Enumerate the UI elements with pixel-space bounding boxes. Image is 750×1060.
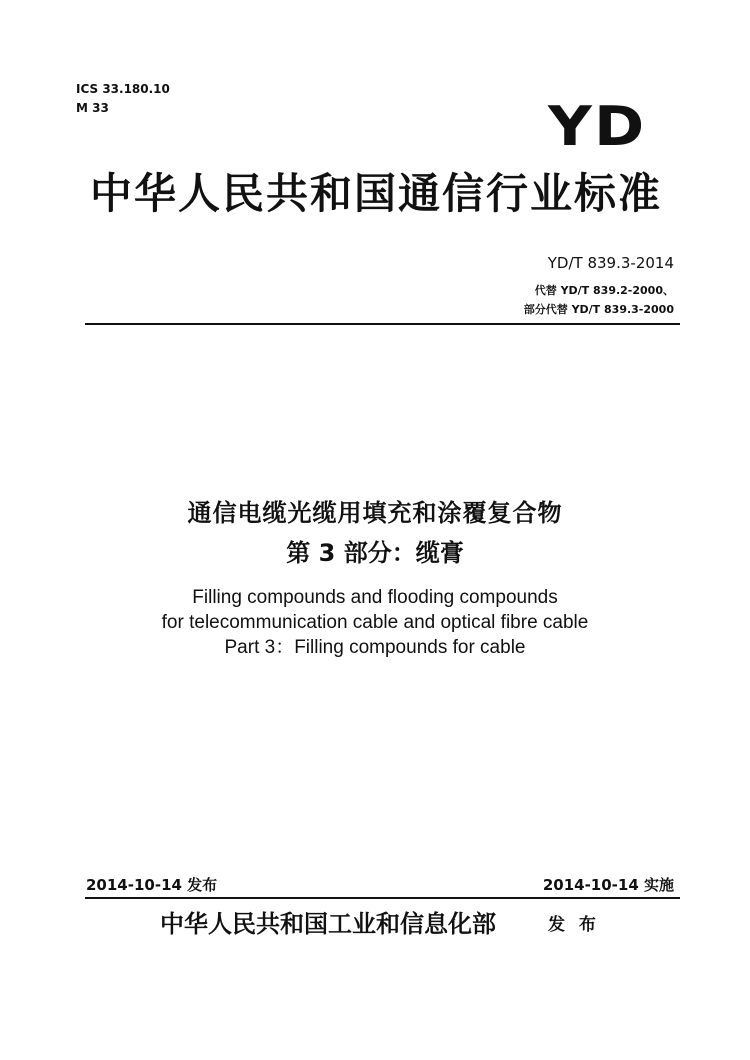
classification-code: M 33 bbox=[76, 101, 109, 115]
standard-title: 中华人民共和国通信行业标准 bbox=[90, 169, 663, 218]
standard-number: YD/T 839.3-2014 bbox=[547, 254, 674, 272]
issuer-action: 发 布 bbox=[548, 915, 600, 935]
issuer-name: 中华人民共和国工业和信息化部 bbox=[160, 909, 496, 938]
yd-logo: YD bbox=[548, 95, 647, 158]
cn-title-line-2: 第 3 部分：缆膏 bbox=[286, 539, 464, 567]
issue-date: 2014-10-14 发布 bbox=[86, 876, 218, 894]
top-divider bbox=[85, 323, 680, 325]
en-title-line-1: Filling compounds and flooding compounds bbox=[192, 587, 558, 608]
implementation-date: 2014-10-14 实施 bbox=[542, 876, 674, 894]
en-title-line-3: Part 3：Filling compounds for cable bbox=[224, 637, 526, 658]
cn-title-line-1: 通信电缆光缆用填充和涂覆复合物 bbox=[187, 499, 563, 527]
replaces-line-2: 部分代替 YD/T 839.3-2000 bbox=[523, 303, 674, 316]
replaces-line-1: 代替 YD/T 839.2-2000、 bbox=[534, 284, 674, 297]
ics-code: ICS 33.180.10 bbox=[76, 82, 170, 96]
en-title-line-2: for telecommunication cable and optical fibre cable bbox=[161, 612, 589, 633]
bottom-divider bbox=[85, 897, 680, 899]
